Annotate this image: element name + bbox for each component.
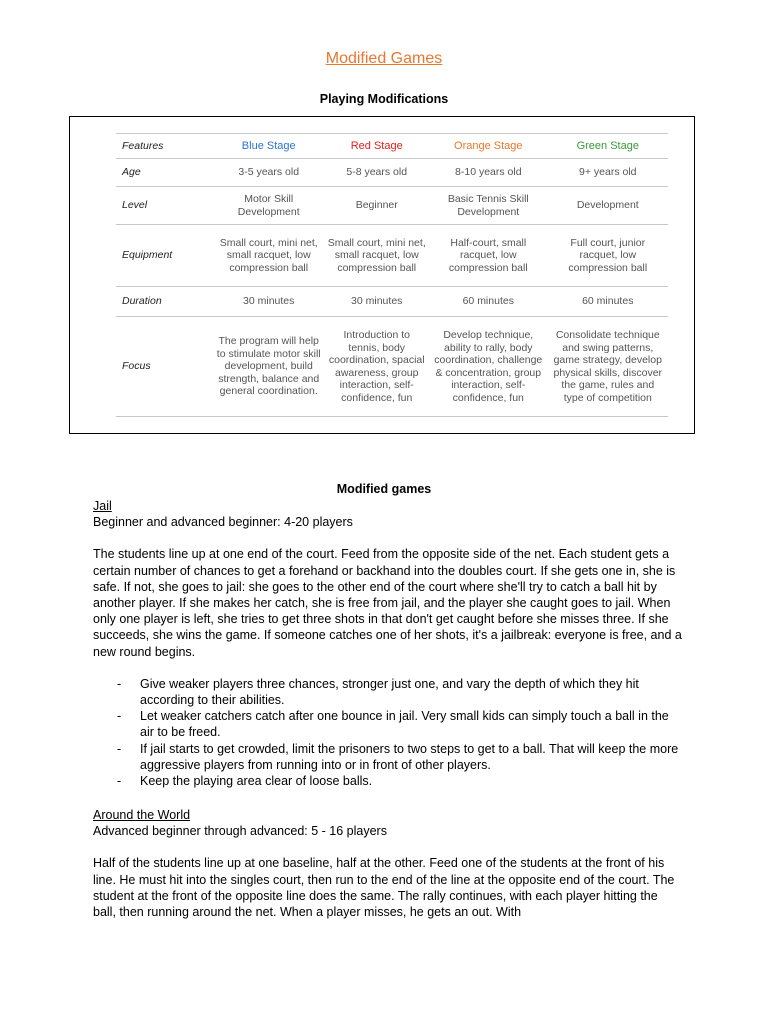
table-row-focus [116,317,668,417]
row-label: Equipment [116,225,213,287]
list-item: - Keep the playing area clear of loose balls. [93,773,683,789]
row-label: Age [116,159,213,187]
header-orange-stage: Orange Stage [429,134,548,159]
document-title: Modified Games [325,50,443,67]
list-item: - If jail starts to get crowded, limit the prisoners to two steps to get to a ball. That will keep the more aggressive players from running into or in front of other players. [93,741,683,773]
table-caption: Playing Modifications [319,92,449,106]
section-heading: Modified games [336,482,432,496]
table-cell: 9+ years old [548,159,668,187]
table-cell: Motor Skill Development [213,187,324,225]
jail-title: Jail [93,499,112,513]
list-item: - Give weaker players three chances, stronger just one, and vary the depth of which they hit according to their abilities. [93,676,683,708]
table-cell: Development [548,187,668,225]
jail-section [93,498,683,789]
table-cell: 30 minutes [213,287,324,317]
table-cell: Half-court, small racquet, low compression ball [429,225,548,287]
table-cell: 3-5 years old [213,159,324,187]
table-cell: Basic Tennis Skill Development [429,187,548,225]
table-row-age [116,159,668,187]
table-cell: 5-8 years old [324,159,429,187]
table-cell: The program will help to stimulate motor skill development, build strength, balance and general coordination. [213,317,324,417]
header-green-stage: Green Stage [548,134,668,159]
table-cell: Full court, junior racquet, low compression ball [548,225,668,287]
modifications-table [116,133,668,417]
around-the-world-section [93,807,683,920]
table-row-duration [116,287,668,317]
around-the-world-title: Around the World [93,808,191,822]
jail-players: Beginner and advanced beginner: 4-20 players [93,515,353,530]
table-cell: 60 minutes [548,287,668,317]
list-item: - Let weaker catchers catch after one bounce in jail. Very small kids can simply touch a ball in the air to be freed. [93,708,683,740]
jail-description: The students line up at one end of the court. Feed from the opposite side of the net. Each student gets a certain number of chances to get a forehand or backhand into the doubles court. If she gets one in, she is safe. If not, she goes to jail: she goes to the other end of the court where she'll try to catch a ball hit by another player. If she makes her catch, she is free from jail, and the player she caught goes to jail. When only one player is left, she tries to get three shots in that don't get caught before she misses three. If she succeeds, she wins the game. If someone catches one of her shots, it's a jailbreak: everyone is free, and a new round begins. [93,547,682,659]
table-cell: Introduction to tennis, body coordination, spacial awareness, group interaction, self-confidence, fun [324,317,429,417]
table-cell: 30 minutes [324,287,429,317]
jail-tips-list [93,676,683,789]
header-features: Features [116,134,213,159]
row-label: Focus [116,317,213,417]
header-red-stage: Red Stage [324,134,429,159]
modifications-table-frame [69,116,695,434]
table-cell: 60 minutes [429,287,548,317]
around-the-world-description: Half of the students line up at one baseline, half at the other. Feed one of the students at the front of his line. He must hit into the singles court, then run to the end of the line at the opposite end of the court. The student at the front of the opposite line does the same. The rally continues, with each player hitting the ball, then running around the net. When a player misses, he gets an out. With [93,856,675,920]
table-cell: Develop technique, ability to rally, body coordination, challenge & concentration, group interaction, self-confidence, fun [429,317,548,417]
table-header-row [116,134,668,159]
table-cell: Small court, mini net, small racquet, low compression ball [324,225,429,287]
table-row-equipment [116,225,668,287]
table-cell: Consolidate technique and swing patterns, game strategy, develop physical skills, discover the game, rules and type of competition [548,317,668,417]
table-cell: Beginner [324,187,429,225]
around-the-world-players: Advanced beginner through advanced: 5 - 16 players [93,824,387,839]
table-row-level [116,187,668,225]
row-label: Duration [116,287,213,317]
header-blue-stage: Blue Stage [213,134,324,159]
row-label: Level [116,187,213,225]
table-cell: Small court, mini net, small racquet, low compression ball [213,225,324,287]
table-cell: 8-10 years old [429,159,548,187]
